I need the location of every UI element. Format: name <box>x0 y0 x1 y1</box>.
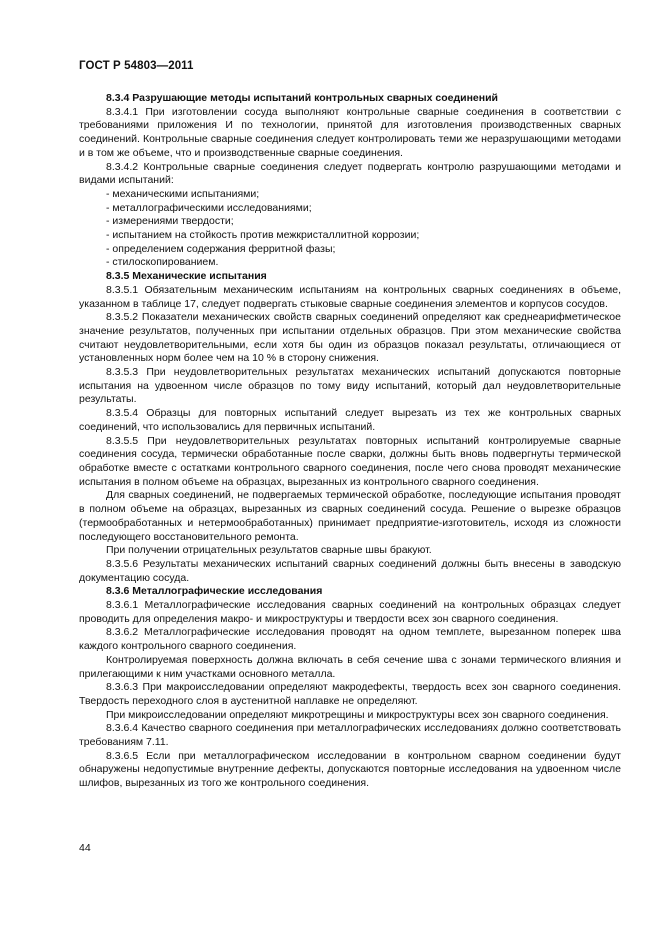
paragraph: 8.3.6.5 Если при металлографическом исследовании в контрольном сварном соединении будут обнаружены недопустимые внутренние дефекты, допускаются повторные исследования на удвоенном числе шлифов, вырезанных из того же контрольного соединения. <box>79 749 621 790</box>
list-item: - металлографическими исследованиями; <box>106 201 312 214</box>
section-heading: 8.3.6 Металлографические исследования <box>106 585 323 598</box>
list-item: - определением содержания ферритной фазы; <box>106 242 336 255</box>
paragraph: 8.3.5.4 Образцы для повторных испытаний следует вырезать из тех же контрольных сварных соединений, что использовались для первичных испытаний. <box>79 407 621 433</box>
paragraph: Для сварных соединений, не подвергаемых термической обработке, последующие испытания проводят в полном объеме на образцах, вырезанных из сварных соединений сосуда. Решение о вырезке образцов (термообработанных и нетермообработанных) принимает предприятие-изготовитель, исходя из сложности последующего восстановительного ремонта. <box>79 489 621 543</box>
paragraph: 8.3.4.2 Контрольные сварные соединения следует подвергать контролю разрушающими методами и видами испытаний: <box>79 160 621 187</box>
paragraph: 8.3.5.3 При неудовлетворительных результатах механических испытаний допускаются повторные испытания на удвоенном числе образцов по тому виду испытаний, который дал неудовлетворительные результаты. <box>79 366 621 406</box>
list-item: - испытанием на стойкость против межкристаллитной коррозии; <box>106 229 420 242</box>
paragraph: 8.3.6.3 При макроисследовании определяют макродефекты, твердость всех зон сварного соединения. Твердость переходного слоя в аустенитной наплавке не определяют. <box>79 681 621 707</box>
paragraph: 8.3.5.2 Показатели механических свойств сварных соединений определяют как среднеарифметическое значение результатов, полученных при испытании отдельных образцов. При этом механические свойства считают неудовлетворительными, если хотя бы один из образцов показал результаты, отличающиеся от установленных норм более чем на 10 % в сторону снижения. <box>79 311 621 365</box>
list-item: - измерениями твердости; <box>106 215 234 228</box>
paragraph: 8.3.5.6 Результаты механических испытаний сварных соединений должны быть внесены в заводскую документацию сосуда. <box>79 557 621 584</box>
paragraph: 8.3.6.4 Качество сварного соединения при металлографических исследованиях должно соответствовать требованиям 7.11. <box>79 722 621 749</box>
paragraph: 8.3.6.2 Металлографические исследования проводят на одном темплете, вырезанном поперек шва каждого контрольного сварного соединения. <box>79 626 621 653</box>
paragraph: При микроисследовании определяют микротрещины и микроструктуры всех зон сварного соединения. <box>106 708 609 721</box>
paragraph: 8.3.6.1 Металлографические исследования сварных соединений на контрольных образцах следует проводить для определения макро- и микроструктуры и твердости всех зон сварного соединения. <box>79 599 621 625</box>
paragraph: 8.3.5.5 При неудовлетворительных результатах повторных испытаний контролируемые сварные соединения сосуда, термически обработанные после сварки, должны быть вновь подвергнуты термической обработке вместе с остатками контрольного сварного соединения, после чего снова проводят механические испытания в полном объеме на образцах, вырезанных из контрольного сварного соединения. <box>79 434 621 488</box>
document-body <box>79 92 621 791</box>
section-heading: 8.3.4 Разрушающие методы испытаний контрольных сварных соединений <box>106 92 499 104</box>
paragraph: 8.3.5.1 Обязательным механическим испытаниям на контрольных сварных соединениях в объеме, указанном в таблице 17, следует подвергать стыковые сварные соединения элементов и корпусов сосудов. <box>79 283 621 310</box>
paragraph: 8.3.4.1 При изготовлении сосуда выполняют контрольные сварные соединения в соответствии с требованиями приложения И по технологии, принятой для изготовления производственных сварных соединений. Контрольные сварные соединения следует контролировать теми же неразрушающими методами и в том же объеме, что и производственные сварные соединения. <box>79 105 621 159</box>
list-item: - механическими испытаниями; <box>106 187 260 200</box>
document-header: ГОСТ Р 54803—2011 <box>79 60 194 72</box>
section-heading: 8.3.5 Механические испытания <box>106 270 267 283</box>
list-item: - стилоскопированием. <box>106 256 219 269</box>
page-number: 44 <box>79 842 91 854</box>
paragraph: Контролируемая поверхность должна включать в себя сечение шва с зонами термического влияния и прилегающими к ним участками основного металла. <box>79 653 621 680</box>
paragraph: При получении отрицательных результатов сварные швы бракуют. <box>106 544 432 557</box>
